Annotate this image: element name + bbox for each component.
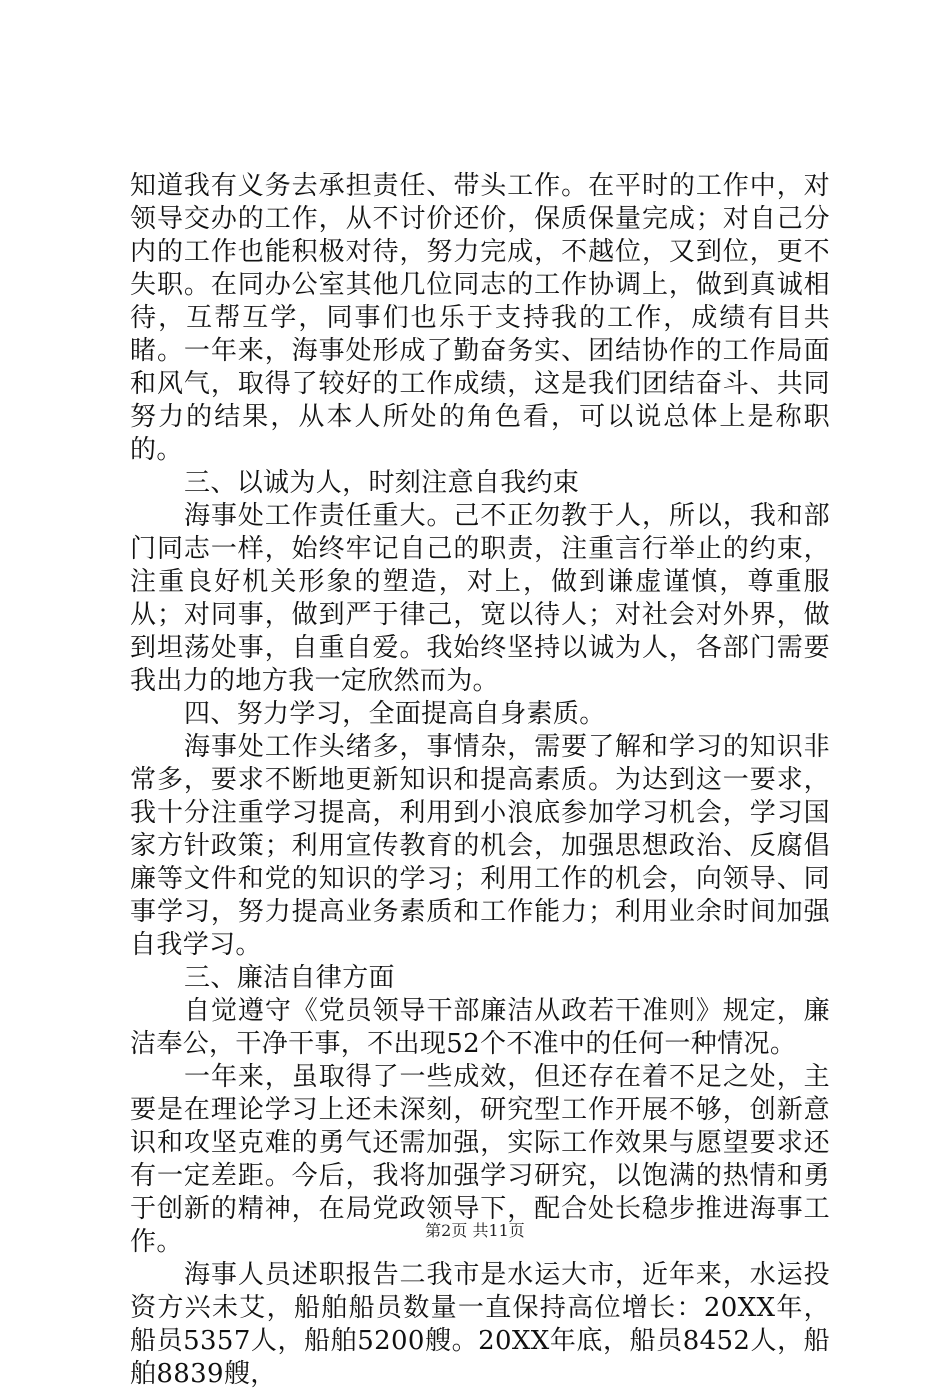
paragraph-self-discipline: 自觉遵守《党员领导干部廉洁从政若干准则》规定，廉洁奉公，干净干事，不出现52个不准中的任何一种情况。 [130,996,830,1059]
document-body [130,170,830,1391]
paragraph-study: 海事处工作头绪多，事情杂，需要了解和学习的知识非常多，要求不断地更新知识和提高素质。为达到这一要求，我十分注重学习提高，利用到小浪底参加学习机会，学习国家方针政策；利用宣传教育的机会，加强思想政治、反腐倡廉等文件和党的知识的学习；利用工作的机会，向领导、同事学习，努力提高业务素质和工作能力；利用业余时间加强自我学习。 [130,732,830,960]
section-heading-self-discipline: 三、廉洁自律方面 [184,963,395,993]
paragraph-summary: 一年来，虽取得了一些成效，但还存在着不足之处，主要是在理论学习上还未深刻，研究型工作开展不够，创新意识和攻坚克难的勇气还需加强，实际工作效果与愿望要求还有一定差距。今后，我将加强学习研究，以饱满的热情和勇于创新的精神，在局党政领导下，配合处长稳步推进海事工作。 [130,1062,830,1257]
page-number-footer: 第2页 共11页 [425,1221,525,1240]
paragraph-integrity: 海事处工作责任重大。己不正勿教于人，所以，我和部门同志一样，始终牢记自己的职责，注重言行举止的约束，注重良好机关形象的塑造，对上，做到谦虚谨慎，尊重服从；对同事，做到严于律己，宽以待人；对社会对外界，做到坦荡处事，自重自爱。我始终坚持以诚为人，各部门需要我出力的地方我一定欣然而为。 [130,501,830,696]
paragraph-continuation: 知道我有义务去承担责任、带头工作。在平时的工作中，对领导交办的工作，从不讨价还价，保质保量完成；对自己分内的工作也能积极对待，努力完成，不越位，又到位，更不失职。在同办公室其他几位同志的工作协调上，做到真诚相待，互帮互学，同事们也乐于支持我的工作，成绩有目共睹。一年来，海事处形成了勤奋务实、团结协作的工作局面和风气，取得了较好的工作成绩，这是我们团结奋斗、共同努力的结果，从本人所处的角色看，可以说总体上是称职的。 [130,171,830,465]
section-heading-integrity: 三、以诚为人，时刻注意自我约束 [184,468,580,498]
section-heading-study: 四、努力学习，全面提高自身素质。 [184,699,606,729]
paragraph-report-two: 海事人员述职报告二我市是水运大市，近年来，水运投资方兴未艾，船舶船员数量一直保持高位增长：20XX年，船员5357人，船舶5200艘。20XX年底，船员8452人，船舶8839艘， [130,1260,830,1389]
